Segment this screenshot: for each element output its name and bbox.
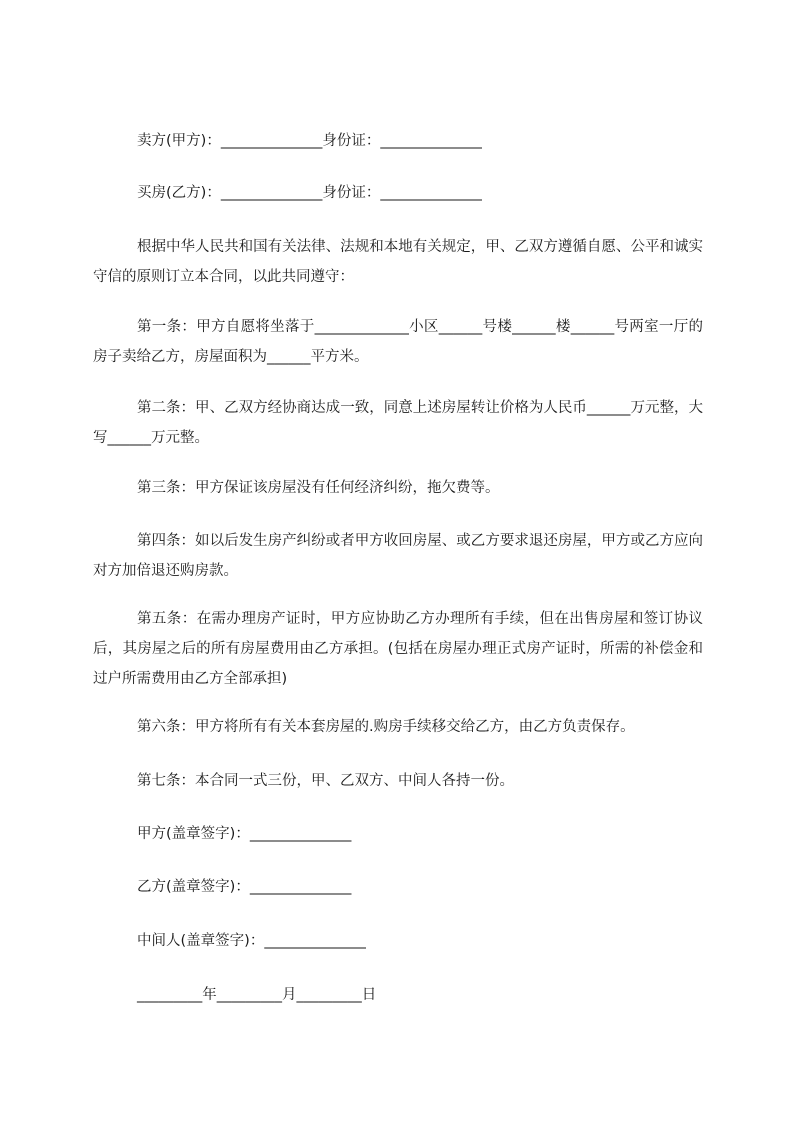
party-b-signature: 乙方(盖章签字)：______________ — [137, 879, 352, 895]
preamble-paragraph: 根据中华人民共和国有关法律、法规和本地有关规定，甲、乙双方遵循自愿、公平和诚实守信的原则订立本合同，以此共同遵守： — [93, 239, 703, 285]
middleman-signature: 中间人(盖章签字)：______________ — [137, 933, 366, 949]
article-1: 第一条：甲方自愿将坐落于_____________小区______号楼______楼______号两室一厅的房子卖给乙方，房屋面积为______平方米。 — [93, 319, 703, 365]
article-3: 第三条：甲方保证该房屋没有任何经济纠纷，拖欠费等。 — [137, 480, 500, 496]
buyer-line: 买房(乙方)：______________身份证：______________ — [137, 185, 482, 201]
party-a-signature: 甲方(盖章签字)：______________ — [137, 826, 352, 842]
date-line: _________年_________月_________日 — [137, 987, 377, 1003]
article-2: 第二条：甲、乙双方经协商达成一致，同意上述房屋转让价格为人民币______万元整，大写______万元整。 — [93, 400, 703, 446]
article-4: 第四条：如以后发生房产纠纷或者甲方收回房屋、或乙方要求退还房屋，甲方或乙方应向对方加倍退还购房款。 — [93, 533, 703, 579]
article-7: 第七条：本合同一式三份，甲、乙双方、中间人各持一份。 — [137, 773, 514, 789]
article-5: 第五条：在需办理房产证时，甲方应协助乙方办理所有手续，但在出售房屋和签订协议后，其房屋之后的所有房屋费用由乙方承担。(包括在房屋办理正式房产证时，所需的补偿金和过户所需费用由乙方全部承担) — [93, 611, 703, 687]
seller-line: 卖方(甲方)：______________身份证：______________ — [137, 133, 482, 149]
article-6: 第六条：甲方将所有有关本套房屋的.购房手续移交给乙方，由乙方负责保存。 — [137, 719, 635, 735]
